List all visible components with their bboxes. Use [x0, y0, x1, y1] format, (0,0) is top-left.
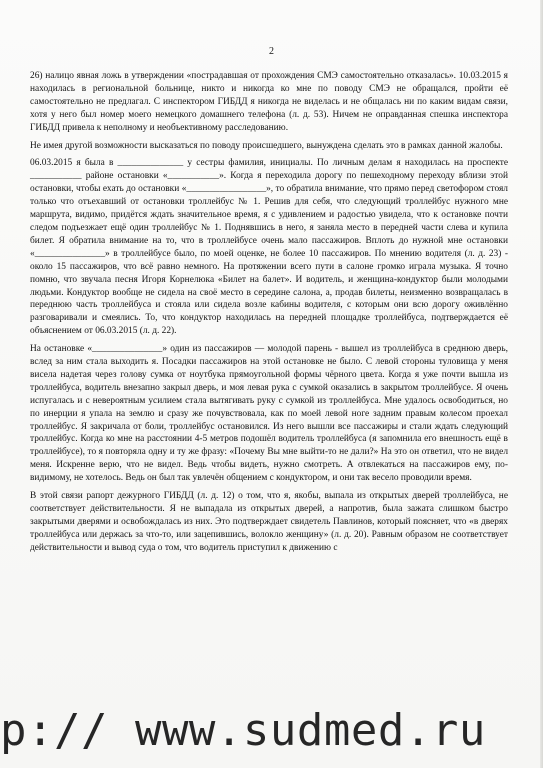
paragraph-2: Не имея другой возможности высказаться по поводу происшедшего, вынуждена сделать это в рамках данной жалобы.: [30, 140, 503, 151]
document-body: [30, 70, 508, 560]
paragraph-3: 06.03.2015 я была в ______________ у сестры фамилия, инициалы. По личным делам я находилась на проспекте ___________ районе остановки «___________». Когда я переходила дорогу по пешеходному переходу вблизи этой остановки, чтобы ехать до остановки «_________________», то обратила внимание, что прямо перед светофором стоял только что отъехавший от остановки троллейбус № 1. Решив для себя, что следующий троллейбус нужного мне маршрута, видимо, придётся ждать значительное время, я с удивлением и радостью увидела, что к остановке почти следом подъезжает ещё один троллейбус № 1. Поднявшись в него, я заняла место в передней части слева и купила билет. Я обратила внимание на то, что в троллейбусе очень мало пассажиров. Вплоть до нужной мне остановки «_______________» в троллейбусе было, по моей оценке, не более 10 пассажиров. По мнению водителя (л. д. 23) - около 15 пассажиров, что всё равно немного. На протяжении всего пути в салоне громко играла музыка. Я точно помню, что звучала песня Игоря Корнелюка «Билет на балет». И водитель, и женщина-кондуктор были молодыми людьми. Кондуктор вообще не сидела на своё место в середине салона, а, продав билеты, неизменно возвращалась в переднюю часть троллейбуса и стояла или сидела возле кабины водителя, с которым они всю дорогу оживлённо разговаривали и смеялись. То, что кондуктор находилась на передней площадке троллейбуса, подтверждается её объяснением от 06.03.2015 (л. д. 22).: [30, 158, 508, 337]
paragraph-5: В этой связи рапорт дежурного ГИБДД (л. д. 12) о том, что я, якобы, выпала из открытых дверей троллейбуса, не соответствует действительности. Я не выпадала из открытых дверей, а напротив, была зажата слишком быстро закрытыми дверями и освобождалась из них. Это подтверждает свидетель Павлинов, который поясняет, что «в дверях троллейбуса или держась за что-то, или зацепившись, волокло женщину» (л. д. 20). Равным образом не соответствует действительности и вывод суда о том, что водитель приступил к движению с: [30, 491, 508, 553]
paragraph-1: 26) налицо явная ложь в утверждении «пострадавшая от прохождения СМЭ самостоятельно отказалась». 10.03.2015 я находилась в региональной больнице, никто и никогда ко мне по поводу СМЭ не обращался, пройти её самостоятельно не предлагал. С инспектором ГИБДД я никогда не виделась и не общалась ни по каким видам связи, хотя у него был номер моего немецкого домашнего телефона (л. д. 53). Ничем не оправданная спешка инспектора ГИБДД привела к неполному и необъективному расследованию.: [30, 71, 508, 133]
page-number: 2: [269, 46, 274, 57]
paragraph-4: На остановке «_______________» один из пассажиров — молодой парень - вышел из троллейбуса в среднюю дверь, вслед за ним стала выходить я. Посадки пассажиров на этой остановке не было. С левой стороны туловища у меня висела надетая через голову сумка от ноутбука прямоугольной формы чёрного цвета. Когда я уже почти вышла из троллейбуса, водитель внезапно закрыл дверь, и моя левая рука с сумкой оказались в закрытом троллейбусе. Я очень испугалась и с невероятным усилием стала вытягивать руку с сумкой из троллейбуса. Мне удалось освободиться, но по инерции я упала на землю и сразу же почувствовала, как по моей левой ноге задним правым колесом проехал троллейбус. Я закричала от боли, троллейбус остановился. Из него вышли все пассажиры и стали ждать следующий троллейбус. Когда ко мне на расстоянии 4-5 метров подошёл водитель троллейбуса (я запомнила его внешность ещё в троллейбусе), то я повторяла одну и ту же фразу: «Почему Вы мне выйти-то не дали?» На это он ответил, что не видел меня. Искренне верю, что не видел. Ведь чтобы видеть, нужно смотреть. А отвлекаться на пассажиров ему, по-видимому, не хотелось. Ведь он был так увлечён общением с кондуктором, и они так весело проводили время.: [30, 344, 508, 484]
website-watermark: p:// www.sudmed.ru: [0, 705, 486, 756]
